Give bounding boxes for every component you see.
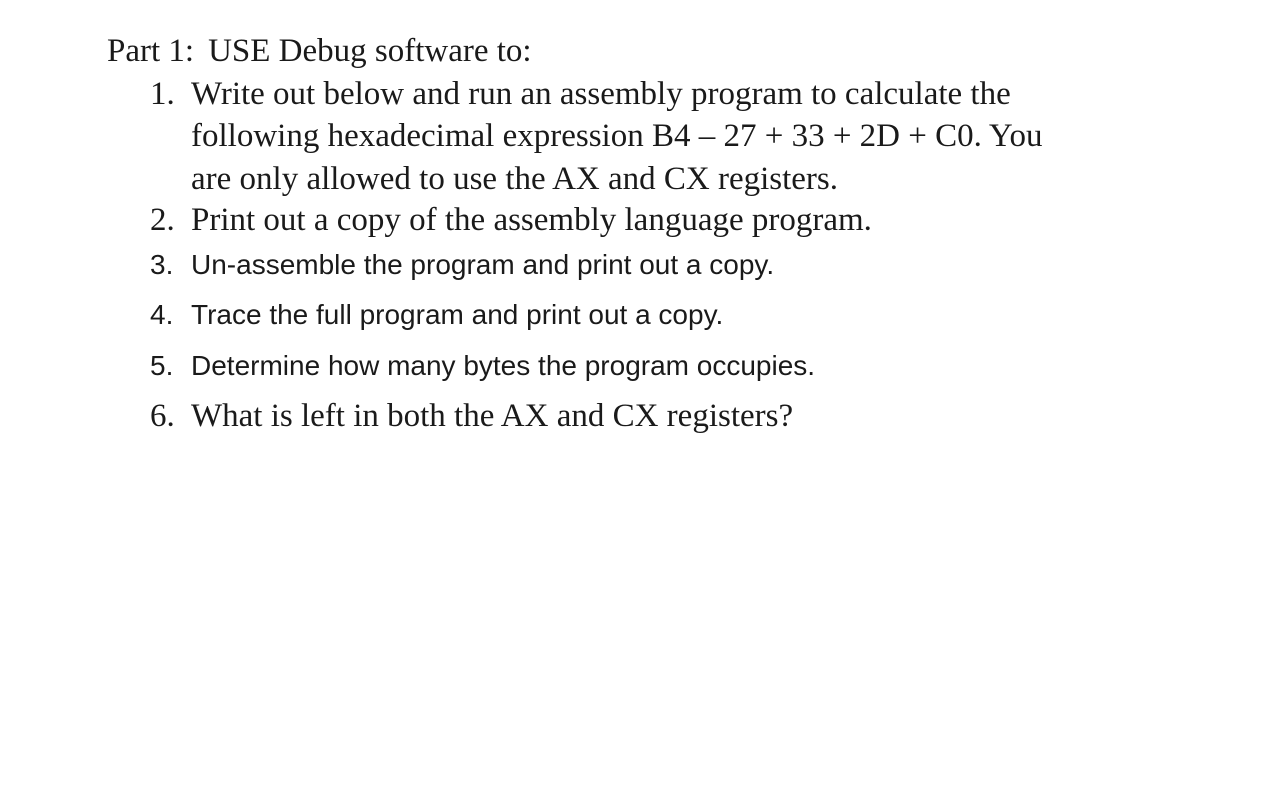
list-item-line: are only allowed to use the AX and CX registers. bbox=[191, 161, 839, 197]
heading-title: USE Debug software to: bbox=[208, 33, 532, 69]
list-item-number: 6. bbox=[150, 398, 175, 434]
list-item-number: 4. bbox=[150, 299, 174, 330]
list-item-line: following hexadecimal expression B4 – 27 + 33 + 2D + C0. You bbox=[191, 118, 1043, 154]
list-item-line: Print out a copy of the assembly language program. bbox=[191, 202, 872, 238]
list-item-line: Write out below and run an assembly program to calculate the bbox=[191, 76, 1011, 112]
list-item-number: 2. bbox=[150, 202, 175, 238]
list-item-line: What is left in both the AX and CX registers? bbox=[191, 398, 794, 434]
list-item-number: 3. bbox=[150, 249, 174, 280]
list-item-line: Un-assemble the program and print out a copy. bbox=[191, 249, 775, 280]
list-item-number: 5. bbox=[150, 350, 174, 381]
heading bbox=[107, 31, 532, 71]
list-item-line: Trace the full program and print out a copy. bbox=[191, 299, 724, 330]
heading-part-label: Part 1: bbox=[107, 33, 195, 69]
list-item-line: Determine how many bytes the program occupies. bbox=[191, 350, 816, 381]
list-item-number: 1. bbox=[150, 76, 175, 112]
